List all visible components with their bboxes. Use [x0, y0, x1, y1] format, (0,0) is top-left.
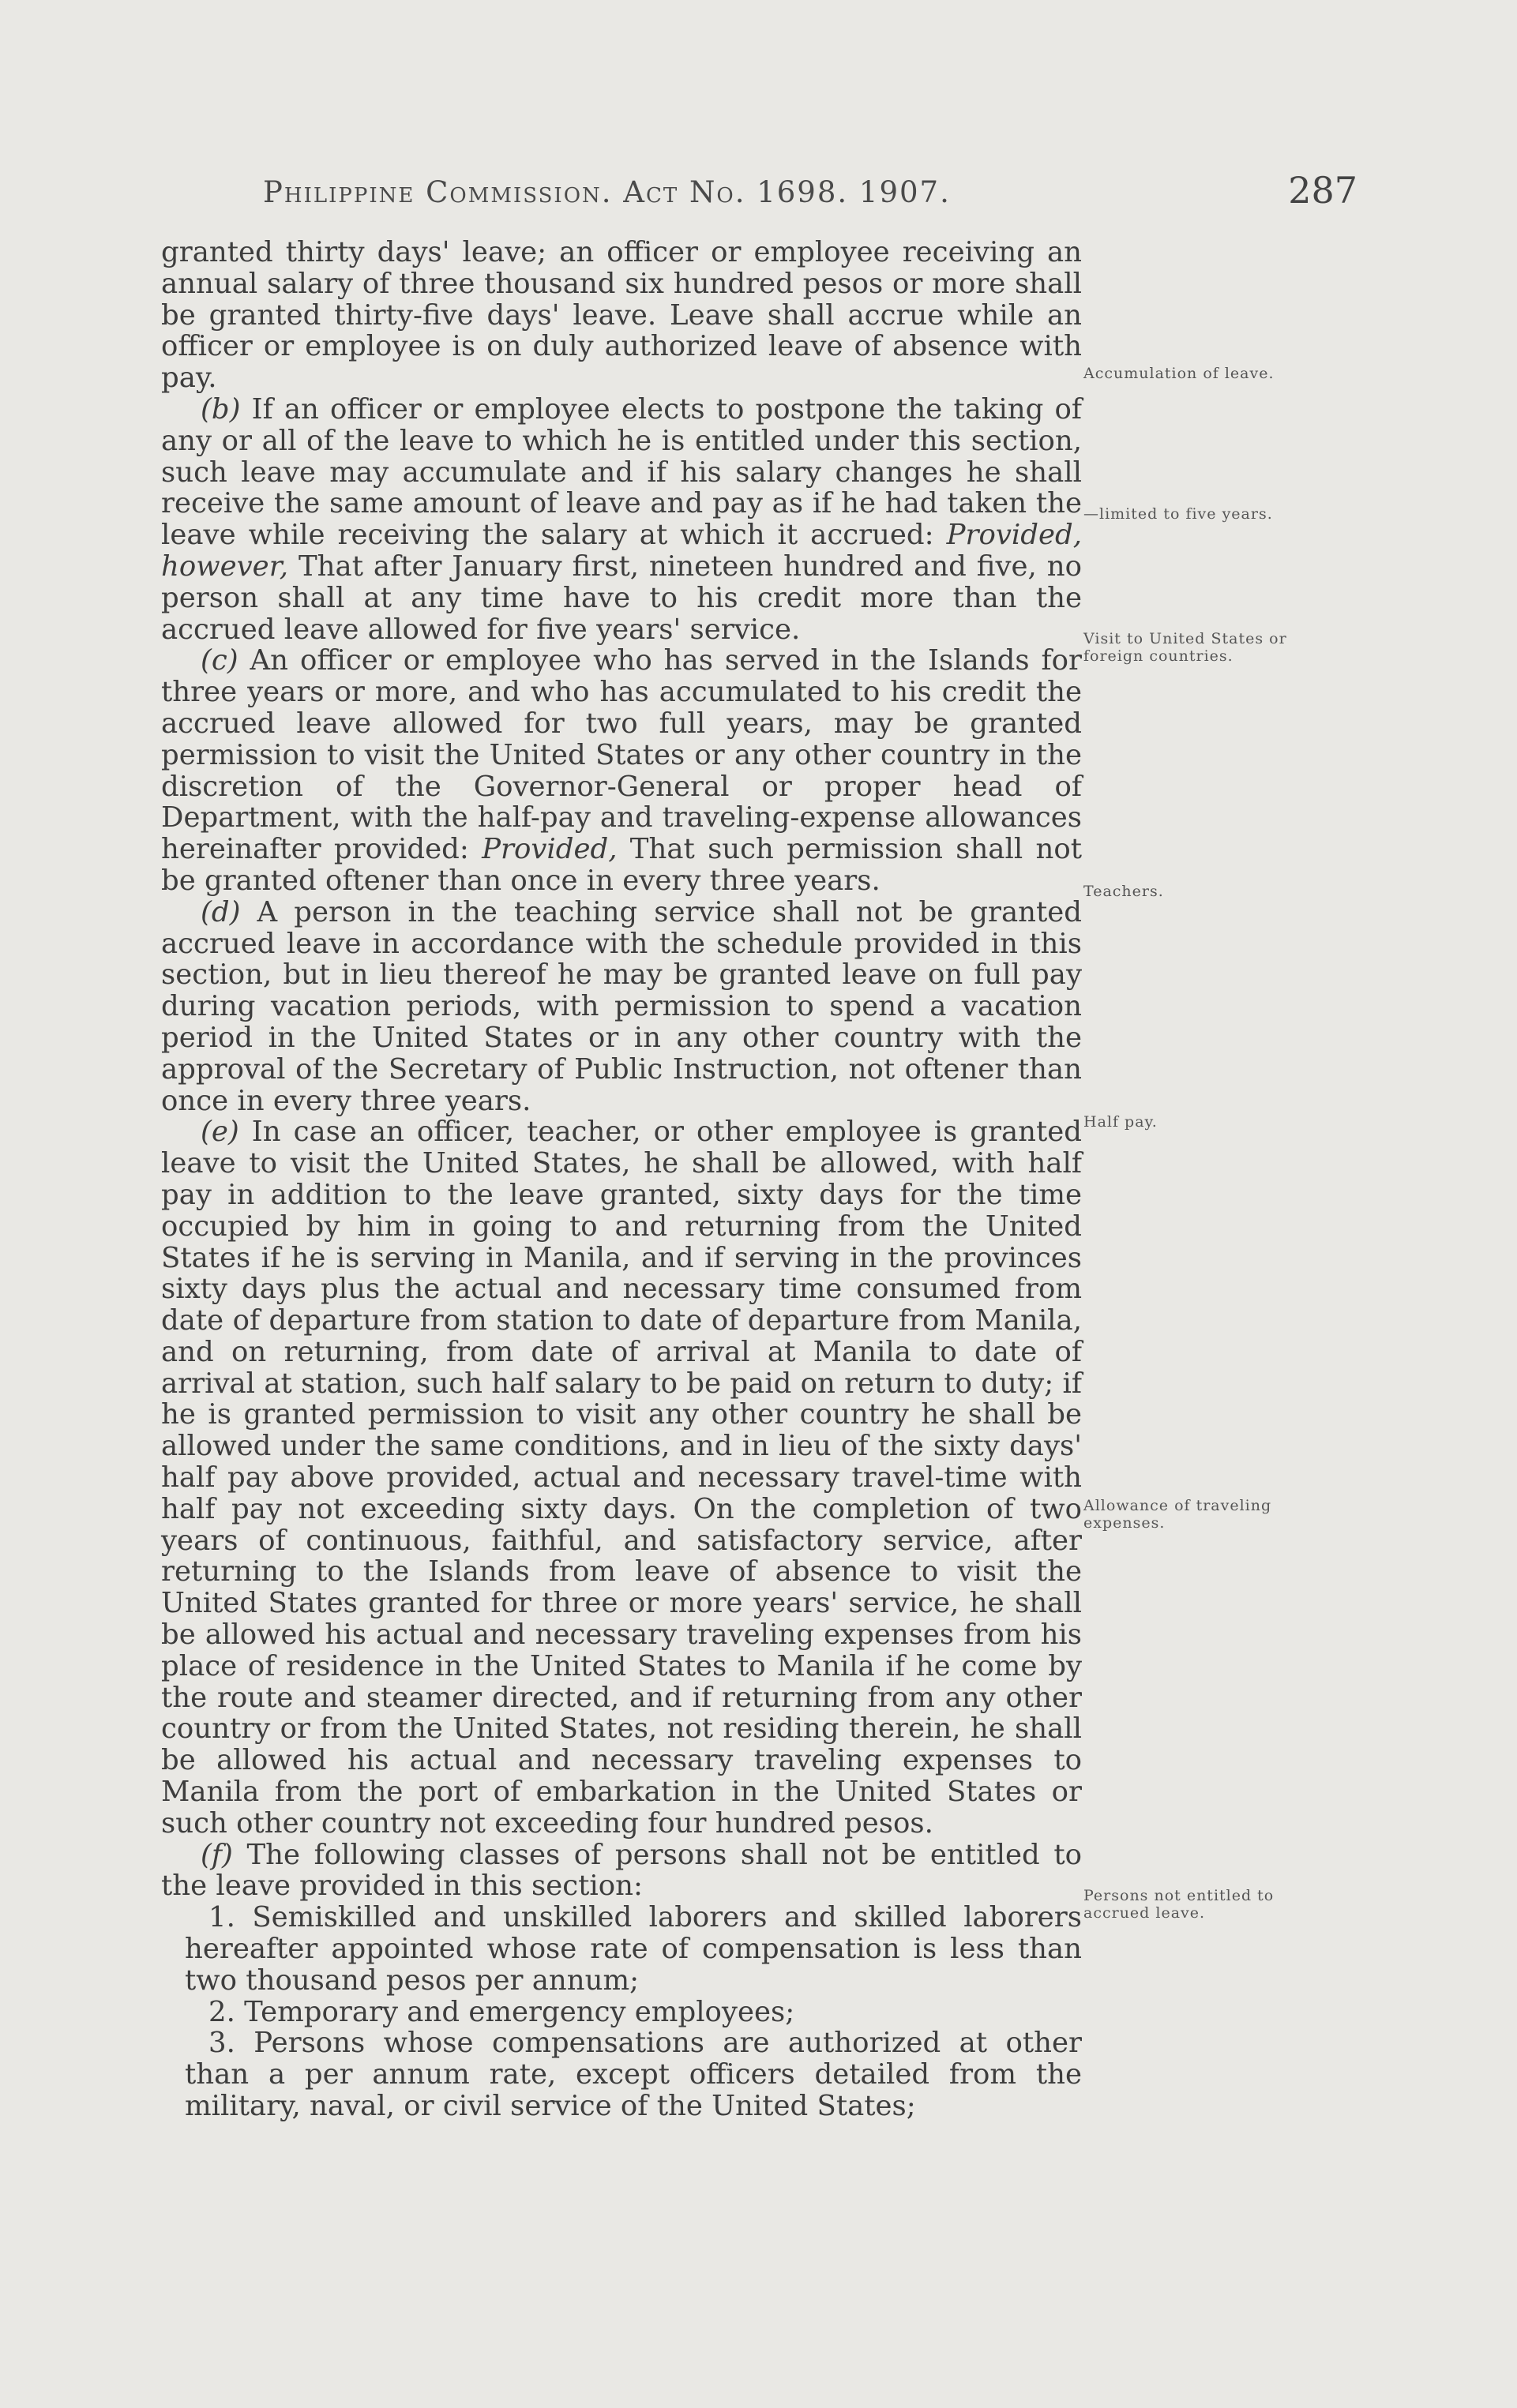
paragraph-c-proviso: Provided, [482, 833, 618, 866]
margin-note-half-pay: Half pay. [1083, 1113, 1158, 1131]
paragraph-f-text: The following classes of persons shall not be entitled to the leave provided in this section: [161, 1838, 1082, 1903]
margin-note-limited: —limited to five years. [1083, 505, 1273, 523]
paragraph-e [161, 1116, 1082, 1839]
section-label-e: (e) [201, 1116, 239, 1149]
paragraph-f [161, 1840, 1082, 1903]
paragraph-d-text: A person in the teaching service shall not be granted accrued leave in accordance with the schedule provided in this section, but in lieu thereof he may be granted leave on full pay during vacation periods, with permission to spend a vacation period in the United States or in any other country with the approval of the Secretary of Public Instruction, not oftener than once in every three years. [161, 895, 1082, 1117]
paragraph-b [161, 394, 1082, 645]
margin-note-allowance: Allowance of traveling expenses. [1083, 1497, 1272, 1532]
list-item-1: 1. Semiskilled and unskilled laborers and skilled laborers hereafter appointed whose rate of compensation is less than two thousand pesos per annum; [185, 1901, 1082, 1997]
paragraph-b-text-1: If an officer or employee elects to postpone the taking of any or all of the leave to which he is entitled under this section, such leave may accumulate and if his salary changes he shall receive the same amount of leave and pay as if he had taken the leave while receiving the salary at which it accrued: [161, 392, 1082, 552]
paragraph-c-text-2: That such permission shall not be granted oftener than once in every three years. [161, 833, 1082, 897]
paragraph-b-text-2: That after January first, nineteen hundred and five, no person shall at any time have to his credit more than the accrued leave allowed for five years' service. [161, 549, 1082, 646]
section-label-d: (d) [201, 895, 241, 928]
section-label-f: (f) [201, 1838, 233, 1871]
list-item-2: 2. Temporary and emergency employees; [208, 1995, 795, 2028]
paragraph-b-proviso: Provided, however, [161, 519, 1082, 583]
list-item-3: 3. Persons whose compensations are authorized at other than a per annum rate, except officers detailed from the military, naval, or civil service of the United States; [185, 2027, 1082, 2123]
margin-note-visit: Visit to United States or foreign countries. [1083, 630, 1287, 665]
page-header [263, 166, 1438, 213]
section-label-c: (c) [201, 644, 238, 677]
body-text [161, 237, 1082, 2122]
margin-note-persons-not-entitled: Persons not entitled to accrued leave. [1083, 1887, 1275, 1922]
section-label-b: (b) [201, 392, 241, 426]
running-head: Philippine Commission. Act No. 1698. 1907. [263, 175, 951, 209]
paragraph-c-text-1: An officer or employee who has served in the Islands for three years or more, and who has accumulated to his credit the accrued leave allowed for two full years, may be granted permission to visit the United States or any other country in the discretion of the Governor-General or proper head of Department, with the half-pay and traveling-expense allowances hereinafter provided: [161, 644, 1082, 866]
page-number: 287 [1288, 169, 1357, 212]
margin-note-teachers: Teachers. [1083, 883, 1164, 900]
margin-note-accumulation: Accumulation of leave. [1083, 365, 1275, 382]
paragraph-continuation: granted thirty days' leave; an officer or employee receiving an annual salary of three thousand six hundred pesos or more shall be granted thirty-five days' leave. Leave shall accrue while an officer or employee is on duly authorized leave of absence with pay. [161, 236, 1082, 395]
paragraph-c [161, 645, 1082, 896]
paragraph-d [161, 897, 1082, 1117]
paragraph-e-text: In case an officer, teacher, or other employee is granted leave to visit the United States, he shall be allowed, with half pay in addition to the leave granted, sixty days for the time occupied by him in going to and returning from the United States if he is serving in Manila, and if serving in the provinces sixty days plus the actual and necessary time consumed from date of departure from station to date of departure from Manila, and on returning, from date of arrival at Manila to date of arrival at station, such half salary to be paid on return to duty; if he is granted permission to visit any other country he shall be allowed under the same conditions, and in lieu of the sixty days' half pay above provided, actual and necessary travel-time with half pay not exceeding sixty days. On the completion of two years of continuous, faithful, and satisfactory service, after returning to the Islands from leave of absence to visit the United States granted for three or more years' service, he shall be allowed his actual and necessary traveling expenses from his place of residence in the United States to Manila if he come by the route and steamer directed, and if returning from any other country or from the United States, not residing therein, he shall be allowed his actual and necessary traveling expenses to Manila from the port of embarkation in the United States or such other country not exceeding four hundred pesos. [161, 1116, 1082, 1840]
